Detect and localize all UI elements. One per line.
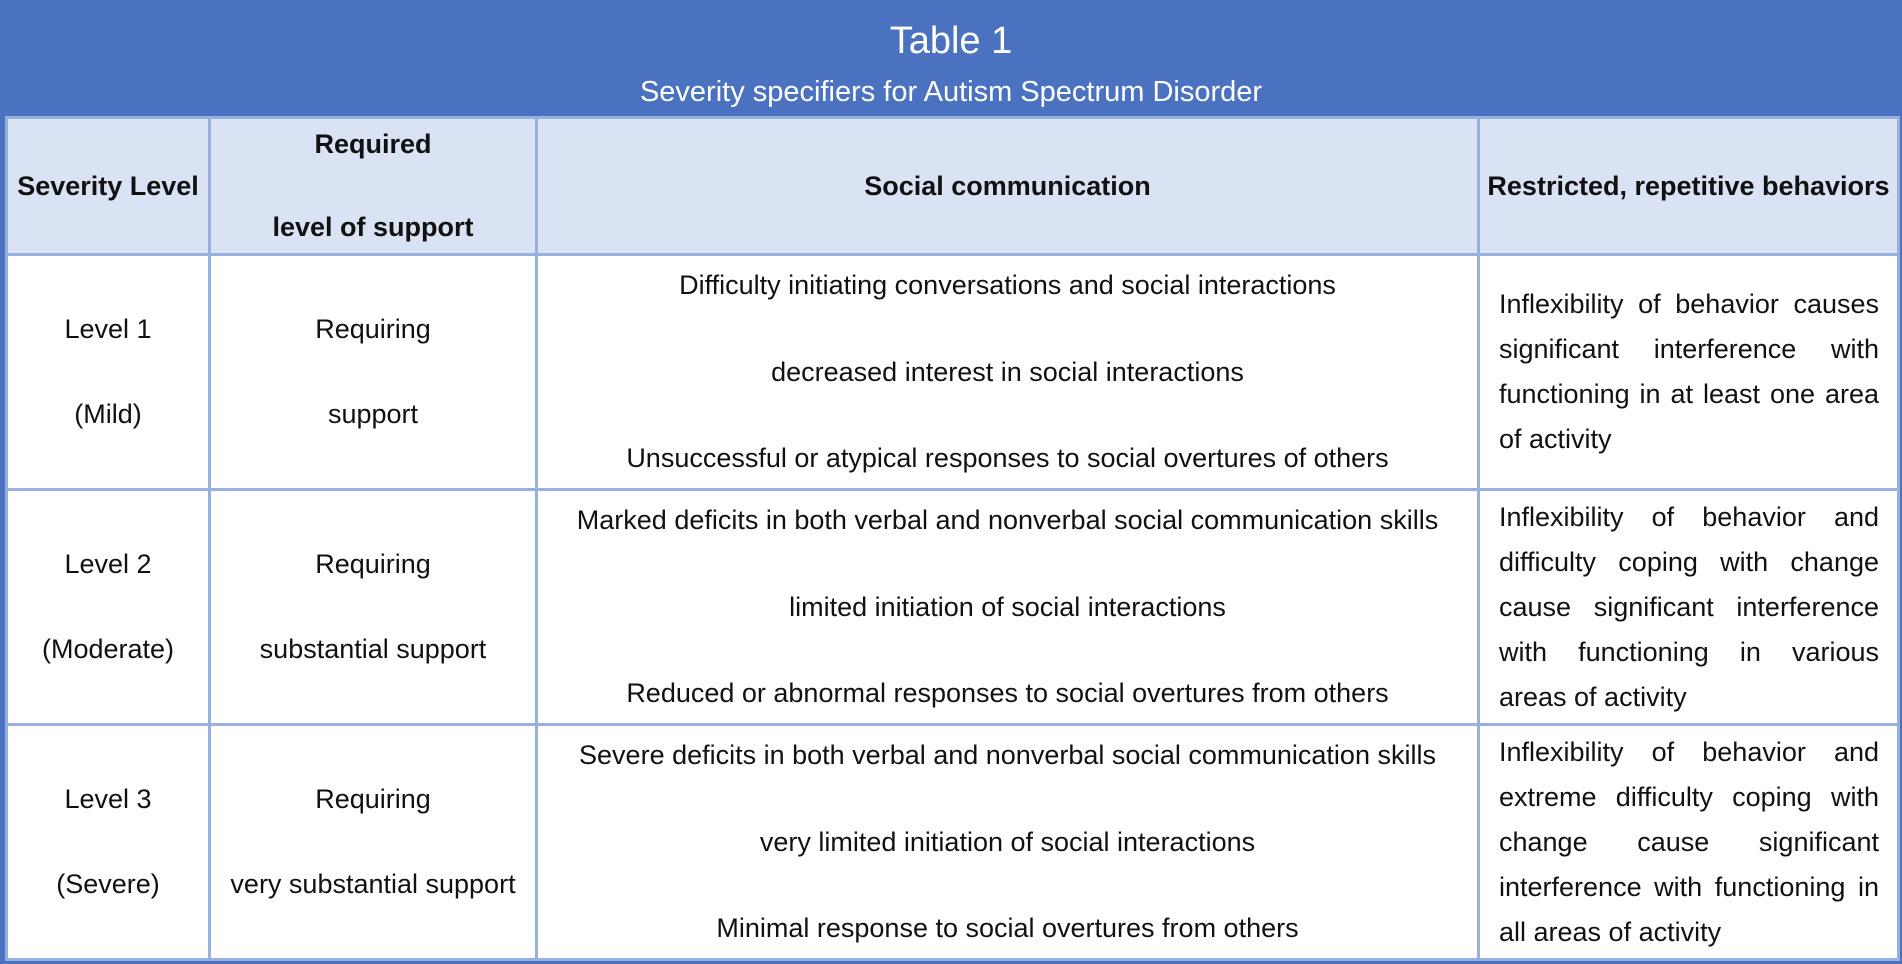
table-subtitle: Severity specifiers for Autism Spectrum Disorder <box>639 76 1263 108</box>
header-social <box>537 118 1479 255</box>
header-restricted-label: Restricted, repetitive behaviors <box>1487 170 1890 201</box>
table-row <box>7 725 1899 960</box>
severity-cell <box>7 255 210 490</box>
support-cell <box>210 255 537 490</box>
social-item: very limited initiation of social interactions <box>759 826 1256 857</box>
header-severity-level <box>7 118 210 255</box>
header-support-line1: Required <box>314 129 432 159</box>
support-line2: support <box>327 399 419 429</box>
header-row <box>7 118 1899 255</box>
severity-level: Level 1 <box>64 314 152 344</box>
table-row <box>7 255 1899 490</box>
severity-desc: (Moderate) <box>41 634 175 664</box>
support-line2: very substantial support <box>230 869 516 899</box>
support-line1: Requiring <box>315 549 431 579</box>
table-title: Table 1 <box>889 20 1013 62</box>
support-cell <box>210 725 537 960</box>
restricted-cell: Inflexibility of behavior and extreme difficulty coping with change cause significant interference with functioning in all areas of activity <box>1479 725 1899 960</box>
restricted-cell: Inflexibility of behavior and difficulty coping with change cause significant interference with functioning in various areas of activity <box>1479 490 1899 725</box>
table-row <box>7 490 1899 725</box>
severity-desc: (Severe) <box>56 869 160 899</box>
social-item: Severe deficits in both verbal and nonverbal social communication skills <box>579 740 1436 770</box>
social-cell <box>537 490 1479 725</box>
support-line2: substantial support <box>259 634 487 664</box>
restricted-cell: Inflexibility of behavior causes significant interference with functioning in at least one area of activity <box>1479 255 1899 490</box>
social-cell <box>537 255 1479 490</box>
social-item: Marked deficits in both verbal and nonverbal social communication skills <box>576 505 1439 535</box>
severity-cell <box>7 725 210 960</box>
social-item: Reduced or abnormal responses to social overtures from others <box>626 678 1389 708</box>
support-cell <box>210 490 537 725</box>
support-line1: Requiring <box>315 784 431 814</box>
header-severity-label: Severity Level <box>17 170 199 201</box>
social-item: Difficulty initiating conversations and social interactions <box>679 270 1336 300</box>
header-support <box>210 118 537 255</box>
table-title-band <box>5 5 1897 116</box>
severity-table <box>5 116 1900 961</box>
social-item: Unsuccessful or atypical responses to social overtures of others <box>626 443 1389 473</box>
social-item: decreased interest in social interactions <box>771 356 1244 387</box>
social-item: Minimal response to social overtures from others <box>716 913 1299 943</box>
severity-cell <box>7 490 210 725</box>
severity-level: Level 3 <box>64 784 152 814</box>
support-line1: Requiring <box>315 314 431 344</box>
header-restricted <box>1479 118 1899 255</box>
header-support-line2: level of support <box>272 212 474 242</box>
severity-level: Level 2 <box>64 549 152 579</box>
severity-desc: (Mild) <box>74 399 142 429</box>
social-item: limited initiation of social interactions <box>789 591 1226 622</box>
social-cell <box>537 725 1479 960</box>
header-social-label: Social communication <box>864 170 1151 201</box>
